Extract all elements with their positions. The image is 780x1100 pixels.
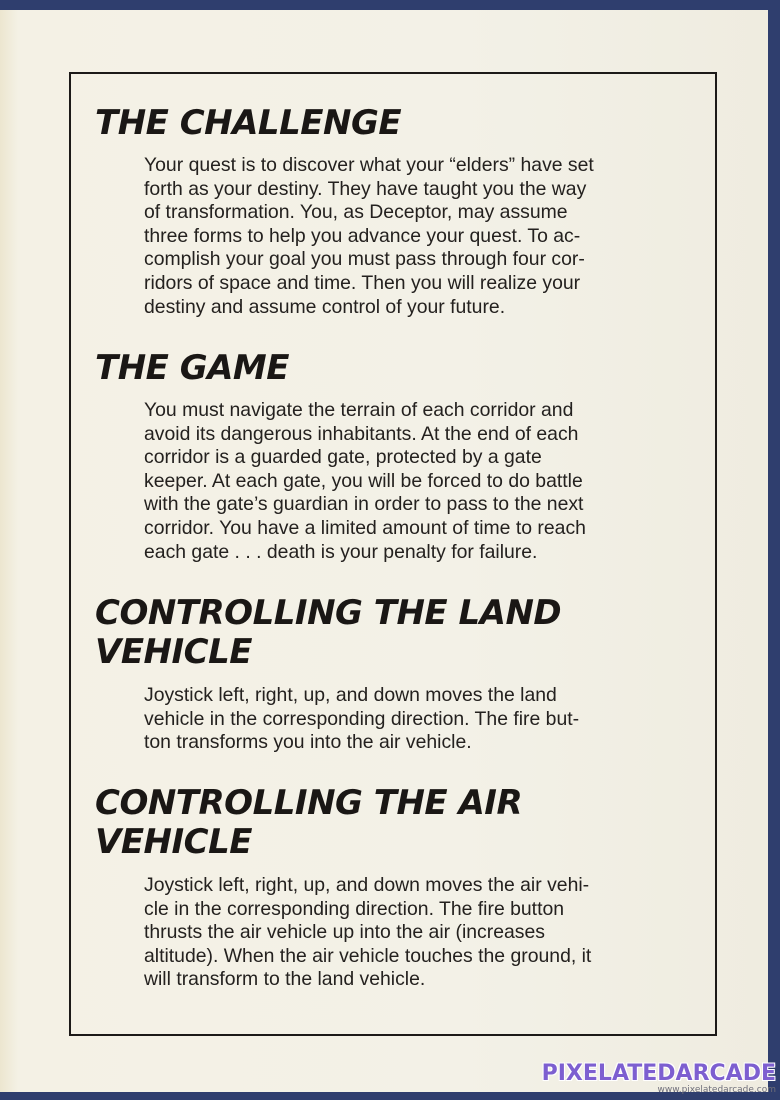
air-vehicle-heading: CONTROLLING THE AIR VEHICLE <box>95 783 523 862</box>
air-vehicle-text: Joystick left, right, up, and down moves the air vehi- cle in the corresponding direction. The fire button thrusts the air vehicle up into the air (increases altitude). When the air vehicle touches the ground, it will transform to the land vehicle. <box>144 874 592 991</box>
watermark <box>542 1063 776 1096</box>
challenge-heading: THE CHALLENGE <box>95 103 402 143</box>
challenge-text: Your quest is to discover what your “elders” have set forth as your destiny. They have taught you the way of transformation. You, as Deceptor, may assume three forms to help you advance your quest. To ac- complish your goal you must pass through four cor- ridors of space and time. Then you will realize your destiny and assume control of your future. <box>144 154 594 318</box>
game-text: You must navigate the terrain of each corridor and avoid its dangerous inhabitants. At the end of each corridor is a guarded gate, protected by a gate keeper. At each gate, you will be forced to do battle with the gate’s guardian in order to pass to the next corridor. You have a limited amount of time to reach each gate . . . death is your penalty for failure. <box>144 399 586 563</box>
content-frame <box>69 72 717 1036</box>
game-heading: THE GAME <box>95 348 289 388</box>
watermark-title: PIXELATEDARCADE <box>541 1061 776 1086</box>
land-vehicle-heading: CONTROLLING THE LAND VEHICLE <box>95 593 562 672</box>
land-vehicle-text: Joystick left, right, up, and down moves the land vehicle in the corresponding direction. The fire but- ton transforms you into the air vehicle. <box>144 684 580 754</box>
manual-page <box>0 10 768 1092</box>
watermark-url: www.pixelatedarcade.com <box>657 1085 776 1095</box>
